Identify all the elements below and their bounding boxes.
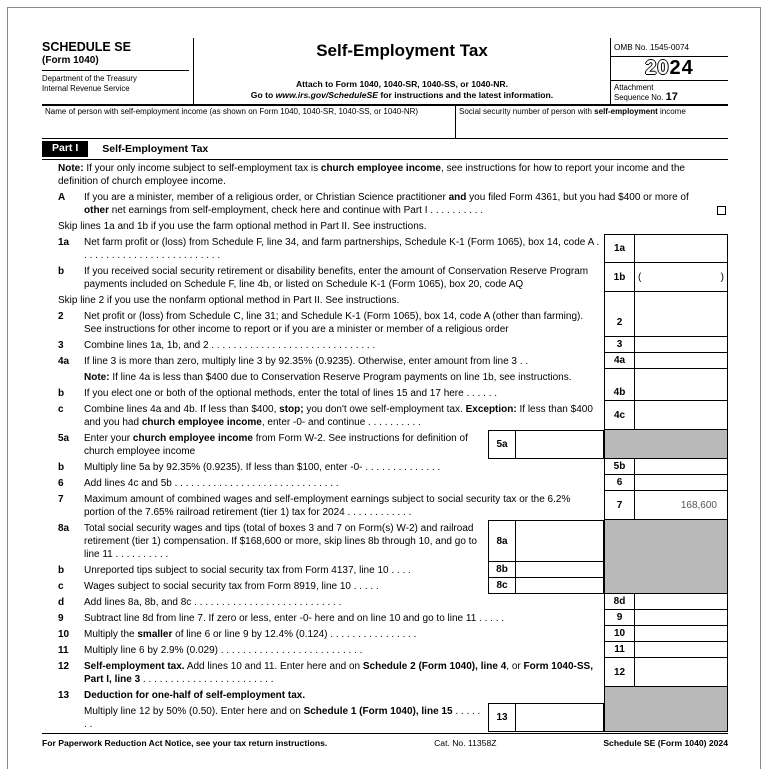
line-5a-number: 5a	[58, 432, 70, 444]
line-4a-row	[42, 353, 728, 369]
grid-spacer-amount	[634, 369, 728, 385]
schedule-se-form	[7, 7, 761, 769]
grid-spacer-label	[604, 369, 634, 385]
line-3-text: Combine lines 1a, 1b, and 2 . . . . . . . . . . . . . . . . . . . . . . . . . . . . . .	[84, 339, 376, 351]
line-11-row	[42, 642, 728, 658]
line-1b-number: b	[58, 265, 65, 277]
line-5a-shaded-cell	[634, 430, 728, 459]
line-2-amount-field[interactable]	[634, 308, 728, 337]
line-8d-row	[42, 594, 728, 610]
line-8c-text: Wages subject to social security tax from Form 8919, line 10 . . . . .	[84, 580, 379, 592]
line-6-amount-field[interactable]	[634, 475, 728, 491]
skip-note-2-row	[42, 292, 728, 308]
line-5a-entry-field[interactable]	[516, 430, 604, 459]
line-6-box-label: 6	[604, 475, 634, 491]
line-10-number: 10	[58, 628, 70, 640]
line-5a-shaded-label	[604, 430, 634, 459]
line-5a-row	[42, 430, 728, 459]
line-7-row	[42, 491, 728, 520]
line-1b-amount-field[interactable]	[634, 263, 728, 292]
line-a-number: A	[58, 191, 66, 203]
line-5b-row	[42, 459, 728, 475]
line-8a-shaded-cell	[634, 520, 728, 562]
form-number-label: (Form 1040)	[42, 54, 189, 71]
line-8c-number: c	[58, 580, 64, 592]
line-4a-number: 4a	[58, 355, 70, 367]
line-8a-number: 8a	[58, 522, 70, 534]
line-10-text: Multiply the smaller of line 6 or line 9 by 12.4% (0.124) . . . . . . . . . . . . . . . .	[84, 628, 417, 640]
sequence-label: Sequence No.	[614, 92, 666, 102]
line-7-box-label: 7	[604, 491, 634, 520]
line-3-box-label: 3	[604, 337, 634, 353]
line-11-number: 11	[58, 644, 69, 656]
line-4c-box-label: 4c	[604, 401, 634, 430]
line-5b-amount-field[interactable]	[634, 459, 728, 475]
line-1a-number: 1a	[58, 236, 70, 248]
line-8c-shaded-label	[604, 578, 634, 594]
line-10-box-label: 10	[604, 626, 634, 642]
grid-spacer-amount	[634, 292, 728, 308]
line-6-text: Add lines 4c and 5b . . . . . . . . . . . . . . . . . . . . . . . . . . . . . .	[84, 477, 339, 489]
line-1b-box-label: 1b	[604, 263, 634, 292]
line-7-preprinted-amount: 168,600	[680, 499, 717, 511]
line-4b-amount-field[interactable]	[634, 385, 728, 401]
line-4b-row	[42, 385, 728, 401]
line-4a-note-row	[42, 369, 728, 385]
line-2-text: Net profit or (loss) from Schedule C, line 31; and Schedule K-1 (Form 1065), box 14, code A (other than farming). See instructions for other income to report or if you are a minister or member of a religious order	[84, 310, 584, 335]
line-8d-number: d	[58, 596, 65, 608]
form-footer	[42, 733, 728, 750]
taxpayer-row	[42, 106, 728, 139]
line-6-row	[42, 475, 728, 491]
line-10-amount-field[interactable]	[634, 626, 728, 642]
ssn-input[interactable]	[459, 117, 725, 137]
line-12-amount-field[interactable]	[634, 658, 728, 687]
line-1a-text: Net farm profit or (loss) from Schedule F, line 34, and farm partnerships, Schedule K-1 (Form 1065), box 14, code A . . . . . . . . . . . . . . . . . . . . . . . . . .	[84, 236, 600, 261]
line-13-number: 13	[58, 689, 70, 701]
line-8d-amount-field[interactable]	[634, 594, 728, 610]
note-text: Note: If your only income subject to self-employment tax is church employee income, see instructions for how to report your income and the definition of church employee income.	[58, 162, 685, 187]
line-13-shaded-label-2	[604, 703, 634, 732]
line-13-entry-field[interactable]	[516, 703, 604, 732]
catalog-number: Cat. No. 11358Z	[434, 738, 497, 748]
line-9-text: Subtract line 8d from line 7. If zero or less, enter -0- here and on line 10 and go to line 11 . . . . .	[84, 612, 505, 624]
line-8a-entry-field[interactable]	[516, 520, 604, 562]
name-input[interactable]	[45, 117, 452, 137]
line-8c-shaded-cell	[634, 578, 728, 594]
line-5b-text: Multiply line 5a by 92.35% (0.9235). If less than $100, enter -0- . . . . . . . . . . . . . .	[84, 461, 441, 473]
line-2-row	[42, 308, 728, 337]
line-9-row	[42, 610, 728, 626]
sequence-number: 17	[665, 90, 678, 103]
goto-instruction-line: Go to www.irs.gov/ScheduleSE for instructions and the latest information.	[250, 90, 554, 100]
line-8b-number: b	[58, 564, 65, 576]
line-8a-text: Total social security wages and tips (total of boxes 3 and 7 on Form(s) W-2) and railroad retirement (tier 1) compensation. If $168,600 or more, skip lines 8b through 10, and go to line 11 . . . . . . . . . .	[84, 522, 477, 560]
line-2-box-label: 2	[604, 308, 634, 337]
line-8c-entry-field[interactable]	[516, 578, 604, 594]
line-7-amount-field	[634, 491, 728, 520]
line-8a-row	[42, 520, 728, 562]
omb-number: OMB No. 1545-0074	[611, 38, 728, 57]
line-5a-box-label: 5a	[488, 430, 516, 459]
line-4a-amount-field[interactable]	[634, 353, 728, 369]
line-6-number: 6	[58, 477, 64, 489]
line-8d-text: Add lines 8a, 8b, and 8c . . . . . . . . . . . . . . . . . . . . . . . . . . .	[84, 596, 342, 608]
line-4a-note-spacer	[42, 369, 84, 385]
form-4361-checkbox[interactable]	[717, 206, 726, 215]
header-left-block	[42, 38, 194, 104]
line-11-text: Multiply line 6 by 2.9% (0.029) . . . . . . . . . . . . . . . . . . . . . . . . . .	[84, 644, 363, 656]
attach-instruction-line: Attach to Form 1040, 1040-SR, 1040-SS, or 1040-NR.	[295, 79, 509, 89]
line-4c-amount-field[interactable]	[634, 401, 728, 430]
line-13-heading-row	[42, 687, 728, 703]
line-8b-box-label: 8b	[488, 562, 516, 578]
line-1a-row	[42, 234, 728, 263]
form-header	[42, 38, 728, 106]
line-13-heading-text: Deduction for one-half of self-employment tax.	[84, 689, 306, 701]
line-4b-text: If you elect one or both of the optional methods, enter the total of lines 15 and 17 here . . . . . .	[84, 387, 498, 399]
paperwork-notice: For Paperwork Reduction Act Notice, see your tax return instructions.	[42, 738, 328, 748]
line-8c-box-label: 8c	[488, 578, 516, 594]
line-3-number: 3	[58, 339, 64, 351]
line-13-text: Multiply line 12 by 50% (0.50). Enter here and on Schedule 1 (Form 1040), line 15 . . . . . . .	[84, 705, 481, 730]
line-4b-number: b	[58, 387, 65, 399]
line-3-row	[42, 337, 728, 353]
line-1b-text: If you received social security retirement or disability benefits, enter the amount of Conservation Reserve Program payments included on Schedule F, line 4b, or listed on Schedule K-1 (Form 1065), box 20, code AQ	[84, 265, 589, 290]
line-3-amount-field[interactable]	[634, 337, 728, 353]
line-13-box-label: 13	[488, 703, 516, 732]
name-label: Name of person with self-employment income (as shown on Form 1040, 1040-SR, 1040-SS, or 1040-NR)	[45, 107, 419, 116]
skip-note-2-text: Skip line 2 if you use the nonfarm optional method in Part II. See instructions.	[58, 294, 400, 306]
line-1a-box-label: 1a	[604, 234, 634, 263]
paren-close: )	[720, 271, 724, 283]
tax-year	[611, 57, 728, 81]
line-4a-note-text: Note: If line 4a is less than $400 due to Conservation Reserve Program payments on line 1b, see instructions.	[84, 371, 572, 383]
ssn-cell	[456, 106, 728, 138]
line-7-number: 7	[58, 493, 64, 505]
line-a-text: If you are a minister, member of a religious order, or Christian Science practitioner and you filed Form 4361, but you had $400 or more of other net earnings from self-employment, check here and continue with Part I . . . . . . . . . .	[84, 191, 689, 216]
line-4a-box-label: 4a	[604, 353, 634, 369]
line-9-number: 9	[58, 612, 64, 624]
line-12-number: 12	[58, 660, 70, 672]
line-4c-number: c	[58, 403, 64, 415]
line-5b-number: b	[58, 461, 65, 473]
line-8b-shaded-label	[604, 562, 634, 578]
line-10-row	[42, 626, 728, 642]
line-8c-row	[42, 578, 728, 594]
line-13-row	[42, 703, 728, 732]
line-8b-row	[42, 562, 728, 578]
line-8a-shaded-label	[604, 520, 634, 562]
line-2-number: 2	[58, 310, 64, 322]
line-13-shaded-cell-2	[634, 703, 728, 732]
note-row	[42, 160, 728, 189]
tax-year-prefix: 20	[645, 57, 670, 79]
line-1a-amount-field[interactable]	[634, 234, 728, 263]
line-4b-box-label: 4b	[604, 385, 634, 401]
line-4c-text: Combine lines 4a and 4b. If less than $400, stop; you don't owe self-employment tax. Exception: If less than $400 and you had church employee income, enter -0- and continue . . . . . . . . . .	[84, 403, 593, 428]
line-a-row	[42, 189, 728, 218]
name-cell	[42, 106, 456, 138]
header-right-block	[610, 38, 728, 104]
form-title: Self-Employment Tax	[316, 41, 488, 60]
attachment-label: Attachment	[614, 83, 654, 92]
department-line-2: Internal Revenue Service	[42, 83, 130, 93]
ssn-label: Social security number of person with self-employment income	[459, 107, 686, 116]
line-13-number-spacer	[42, 703, 84, 732]
line-5b-box-label: 5b	[604, 459, 634, 475]
line-8b-entry-field[interactable]	[516, 562, 604, 578]
department-line-1: Department of the Treasury	[42, 74, 137, 83]
line-1b-row	[42, 263, 728, 292]
line-a-checkbox-cell	[708, 189, 728, 218]
line-11-box-label: 11	[604, 642, 634, 658]
line-13-shaded-label	[604, 687, 634, 703]
line-9-amount-field[interactable]	[634, 610, 728, 626]
line-4c-row	[42, 401, 728, 430]
part1-bar	[42, 139, 728, 160]
line-8b-text: Unreported tips subject to social security tax from Form 4137, line 10 . . . .	[84, 564, 411, 576]
line-7-text: Maximum amount of combined wages and self-employment earnings subject to social security tax or the 6.2% portion of the 7.65% railroad retirement (tier 1) tax for 2024 . . . . . . . . . . . .	[84, 493, 571, 518]
line-8a-box-label: 8a	[488, 520, 516, 562]
line-13-shaded-cell	[634, 687, 728, 703]
line-4a-text: If line 3 is more than zero, multiply line 3 by 92.35% (0.9235). Otherwise, enter amount from line 3 . .	[84, 355, 529, 367]
line-8b-shaded-cell	[634, 562, 728, 578]
paren-open: (	[638, 271, 642, 283]
part1-chip: Part I	[42, 141, 88, 157]
part1-title: Self-Employment Tax	[102, 142, 209, 155]
line-12-text: Self-employment tax. Add lines 10 and 11. Enter here and on Schedule 2 (Form 1040), line 4, or Form 1040-SS, Part I, line 3 . . . . . . . . . . . . . . . . . . . . . . . .	[84, 660, 593, 685]
grid-spacer-label	[604, 292, 634, 308]
tax-year-suffix: 24	[669, 57, 694, 79]
line-11-amount-field[interactable]	[634, 642, 728, 658]
line-5a-text: Enter your church employee income from Form W-2. See instructions for definition of church employee income	[84, 432, 468, 457]
header-center-block	[194, 38, 610, 104]
line-12-row	[42, 658, 728, 687]
line-12-box-label: 12	[604, 658, 634, 687]
attachment-sequence	[611, 81, 728, 104]
skip-note-1-text: Skip lines 1a and 1b if you use the farm optional method in Part II. See instructions.	[58, 220, 427, 232]
skip-note-1-row	[42, 218, 728, 234]
footer-form-id: Schedule SE (Form 1040) 2024	[603, 738, 728, 748]
line-8d-box-label: 8d	[604, 594, 634, 610]
line-9-box-label: 9	[604, 610, 634, 626]
schedule-label: SCHEDULE SE	[42, 40, 131, 54]
